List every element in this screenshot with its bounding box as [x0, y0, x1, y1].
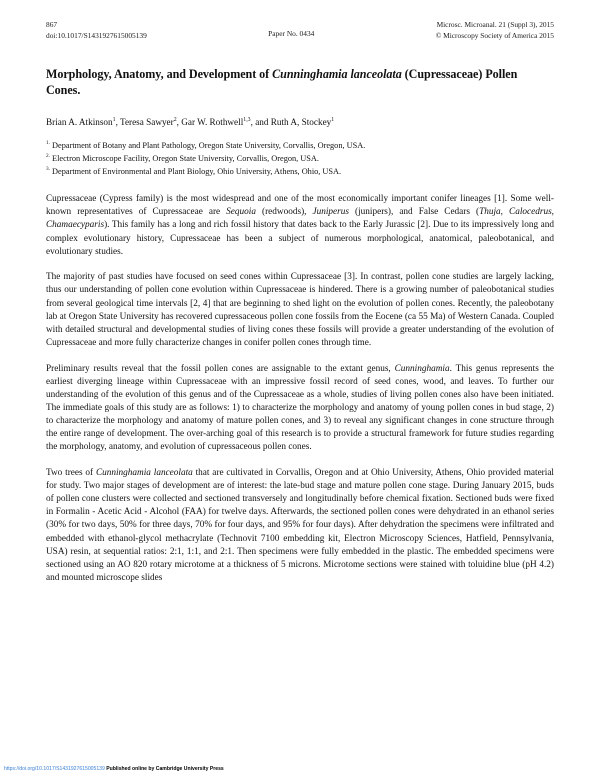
affiliation-marker: 1.	[46, 140, 50, 147]
affiliation-marker: 2.	[46, 153, 50, 160]
author-separator-2: ,	[176, 116, 182, 127]
paragraph-3-seg-1: Preliminary results reveal that the fossil pollen cones are assignable to the extant genus,	[46, 363, 395, 374]
paragraph-4	[46, 467, 554, 585]
copyright-line: © Microscopy Society of America 2015	[435, 30, 554, 40]
author-2-affiliation-marker: 2	[173, 116, 177, 123]
paragraph-1-seg-1: Cupressaceae (Cypress family) is the most widespread and one of the most economically important conifer lineages [1]. Some well-known representatives of Cupressaceae are	[46, 194, 554, 218]
title-species: Cunninghamia lanceolata	[272, 66, 402, 81]
author-1-name: Brian A. Atkinson	[46, 116, 113, 127]
page-footer	[4, 766, 564, 772]
published-online-note: Published online by Cambridge University Press	[104, 765, 224, 772]
affiliation-text: Department of Environmental and Plant Biology, Ohio University, Athens, Ohio, USA.	[49, 167, 342, 177]
author-4-affiliation-marker: 1	[331, 116, 335, 123]
page-number: 867	[46, 20, 58, 29]
author-2-name: Teresa Sawyer	[120, 116, 174, 127]
paragraph-2	[46, 271, 554, 350]
running-head-left	[46, 20, 147, 42]
author-list	[46, 116, 554, 129]
paragraph-3-seg-2: . This genus represents the earliest diverging lineage within Cupressaceae with an impressive fossil record of seed cones, wood, and leaves. To further our understanding of the evolution of this genus and of the Cupressaceae as a whole, studies of living pollen cones also have been initiated. The immediate goals of this study are as follows: 1) to characterize the morphology and anatomy of young pollen cones in bud stage, 2) to characterize the morphology and anatomy of mature pollen cones, and 3) to reveal any significant changes in cone structure through the entire range of development. The over-arching goal of this research is to provide a structural framework for future studies regarding the morphology, anatomy, and evolution of cupressaceous pollen cones.	[46, 363, 555, 453]
paragraph-4-seg-2: that are cultivated in Corvallis, Oregon and at Ohio University, Athens, Ohio provided material for study. Two major stages of development are of interest: the late-bud stage and mature pollen cone stage. During January 2015, buds of pollen cone clusters were collected and sectioned transversely and longitudinally before chemical fixation. Sectioned buds were fixed in Formalin - Acetic Acid - Alcohol (FAA) for twelve days. Afterwards, the sectioned pollen cones were dehydrated in an ethanol series (30% for two days, 50% for three days, 70% for four days, and 95% for four days). After dehydration the specimens were infiltrated and embedded with ethanol-glycol methacrylate (Technovit 7100 embedding kit, Electron Microscopy Sciences, Hatfield, Pennsylvania, USA) resin, at sequential ratios: 2:1, 1:1, and 2:1. Then specimens were fully embedded in the plastic. The embedded specimens were sectioned using an AO 820 rotary microtome at a thickness of 5 microns. Microtome sections were stained with toluidine blue (pH 4.2) and mounted microscope slides	[46, 467, 555, 583]
doi-text: doi:10.1017/S1431927615005139	[46, 30, 147, 40]
affiliation-item	[46, 153, 554, 166]
species-cunninghamia-lanceolata: Cunninghamia lanceolata	[95, 467, 193, 478]
paragraph-1-seg-2: (redwoods),	[255, 207, 313, 218]
page-content	[46, 20, 554, 598]
affiliation-list	[46, 140, 554, 179]
paper-number: Paper No. 0434	[268, 28, 315, 38]
author-3-affiliation-marker: 1,3	[243, 116, 251, 123]
paragraph-4-seg-1: Two trees of	[46, 467, 96, 478]
paragraph-2-seg-1: The majority of past studies have focused on seed cones within Cupressaceae [3]. In contrast, pollen cone studies are largely lacking, thus our understanding of pollen cone evolution within Cupressaceae is hindered. There is a growing number of paleobotanical studies from several geological time intervals [2, 4] that are beginning to shed light on the evolution of pollen cones. Recently, the paleobotany lab at Oregon State University has recovered cupressaceous pollen cone fossils from the Eocene (ca 55 Ma) of Western Canada. Coupled with detailed structural and developmental studies of living cones these fossils will provide a greater understanding of the evolution of Cupressaceae and more fully characterize changes in conifer pollen cones through time.	[46, 272, 554, 348]
journal-citation: Microsc. Microanal. 21 (Suppl 3), 2015	[436, 20, 554, 29]
doi-link[interactable]: https://doi.org/10.1017/S1431927615005139	[4, 765, 105, 772]
affiliation-item	[46, 166, 554, 179]
genus-cunninghamia: Cunninghamia	[394, 363, 450, 374]
page-title	[46, 66, 554, 99]
title-part-1: Morphology, Anatomy, and Development of	[46, 66, 273, 81]
author-4-name: Ruth A, Stockey	[270, 116, 332, 127]
title-part-2: (Cupressaceae) Pollen Cones.	[46, 66, 518, 98]
body-text	[46, 193, 554, 585]
author-separator-3: , and	[250, 116, 271, 127]
author-3-name: Gar W. Rothwell	[181, 116, 244, 127]
paragraph-1-seg-4: ). This family has a long and rich fossil history that dates back to the Early Jurassic [2]. Due to its impressively long and complex evolutionary history, Cupressaceae has been a subject of numerous morphological, anatomical, paleobotanical, and evolutionary studies.	[46, 220, 554, 257]
genus-juniperus: Juniperus	[312, 207, 349, 218]
affiliation-text: Electron Microscope Facility, Oregon State University, Corvallis, Oregon, USA.	[49, 154, 319, 164]
running-head	[46, 20, 554, 42]
paragraph-1	[46, 193, 554, 259]
paragraph-3	[46, 363, 554, 455]
genus-sequoia: Sequoia	[226, 207, 256, 218]
affiliation-text: Department of Botany and Plant Pathology, Oregon State University, Corvallis, Oregon, USA.	[49, 141, 366, 151]
affiliation-marker: 3.	[46, 166, 50, 173]
running-head-right	[436, 20, 554, 42]
genera-false-cedars: Thuja, Calocedrus, Chamaecyparis	[46, 207, 554, 231]
affiliation-item	[46, 140, 554, 153]
author-separator-1: ,	[115, 116, 120, 127]
paragraph-1-seg-3: (junipers), and False Cedars (	[348, 207, 480, 218]
author-1-affiliation-marker: 1	[112, 116, 116, 123]
